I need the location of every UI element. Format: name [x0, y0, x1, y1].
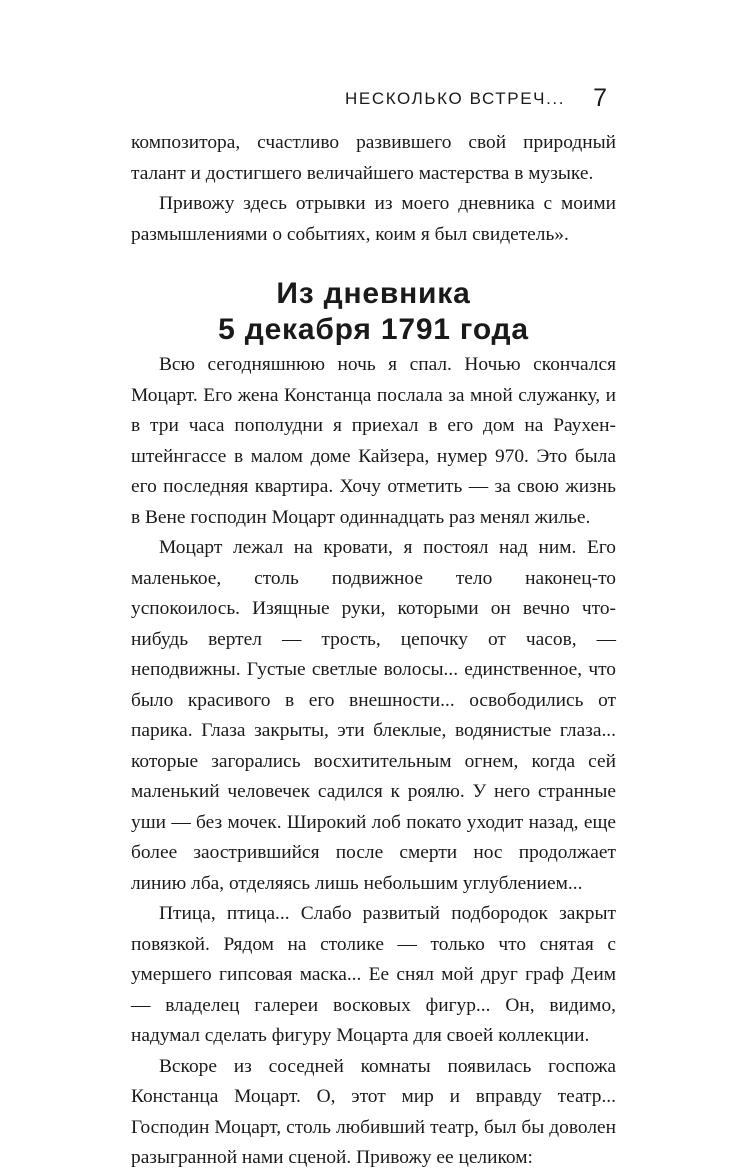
intro-paragraph: композитора, счастливо развившего свой природный талант и достигшего величайшего мастерства в музыке. — [131, 132, 616, 184]
running-head — [345, 84, 615, 114]
diary-paragraph: Вскоре из соседней комнаты появилась госпожа Констанца Моцарт. О, этот мир и вправду театр... Господин Моцарт, столь любивший театр, был бы доволен разыгранной нами сценой. Привожу ее целиком: — [131, 1055, 616, 1168]
diary-paragraph: Птица, птица... Слабо развитый подбородок закрыт повязкой. Рядом на столике — только что снятая с умершего гипсовая маска... Ее снял мой друг граф Деим — владелец галереи восковых фигур... Он, видимо, надумал сделать фигуру Моцарта для своей коллекции. — [131, 903, 616, 1046]
page-number: 7 — [593, 84, 607, 112]
intro-paragraph: Привожу здесь отрывки из моего дневника с моими размышлениями о событиях, коим я был свидетель». — [131, 193, 616, 245]
diary-paragraph: Моцарт лежал на кровати, я постоял над ним. Его маленькое, столь подвижное тело наконец-то успокоилось. Изящные руки, которыми он вечно что-нибудь вертел — трость, цепочку от часов, — неподвижны. Густые светлые волосы... единственное, что было красивого в его внешности... освободились от парика. Глаза закрыты, эти блеклые, водянистые глаза... которые загорались восхитительным огнем, когда сей маленький человечек садился к роялю. У него странные уши — без мочек. Широкий лоб покато уходит назад, еще более заострившийся после смерти нос продолжает линию лба, отделяясь лишь небольшим углублением... — [131, 537, 616, 894]
intro-text — [131, 128, 616, 250]
section-heading — [131, 276, 616, 348]
section-title: Из дневника — [276, 277, 471, 310]
diary-text — [131, 350, 616, 1174]
diary-paragraph: Всю сегодняшнюю ночь я спал. Ночью скончался Моцарт. Его жена Констанца послала за мной служанку, и в три часа пополудни я приехал в его дом на Раухен-штейнгассе в малом доме Кайзера, нумер 970. Это была его последняя квартира. Хочу отметить — за свою жизнь в Вене господин Моцарт одиннадцать раз менял жилье. — [131, 354, 616, 528]
section-date: 5 декабря 1791 года — [218, 313, 529, 346]
running-title: НЕСКОЛЬКО ВСТРЕЧ... — [345, 89, 566, 108]
